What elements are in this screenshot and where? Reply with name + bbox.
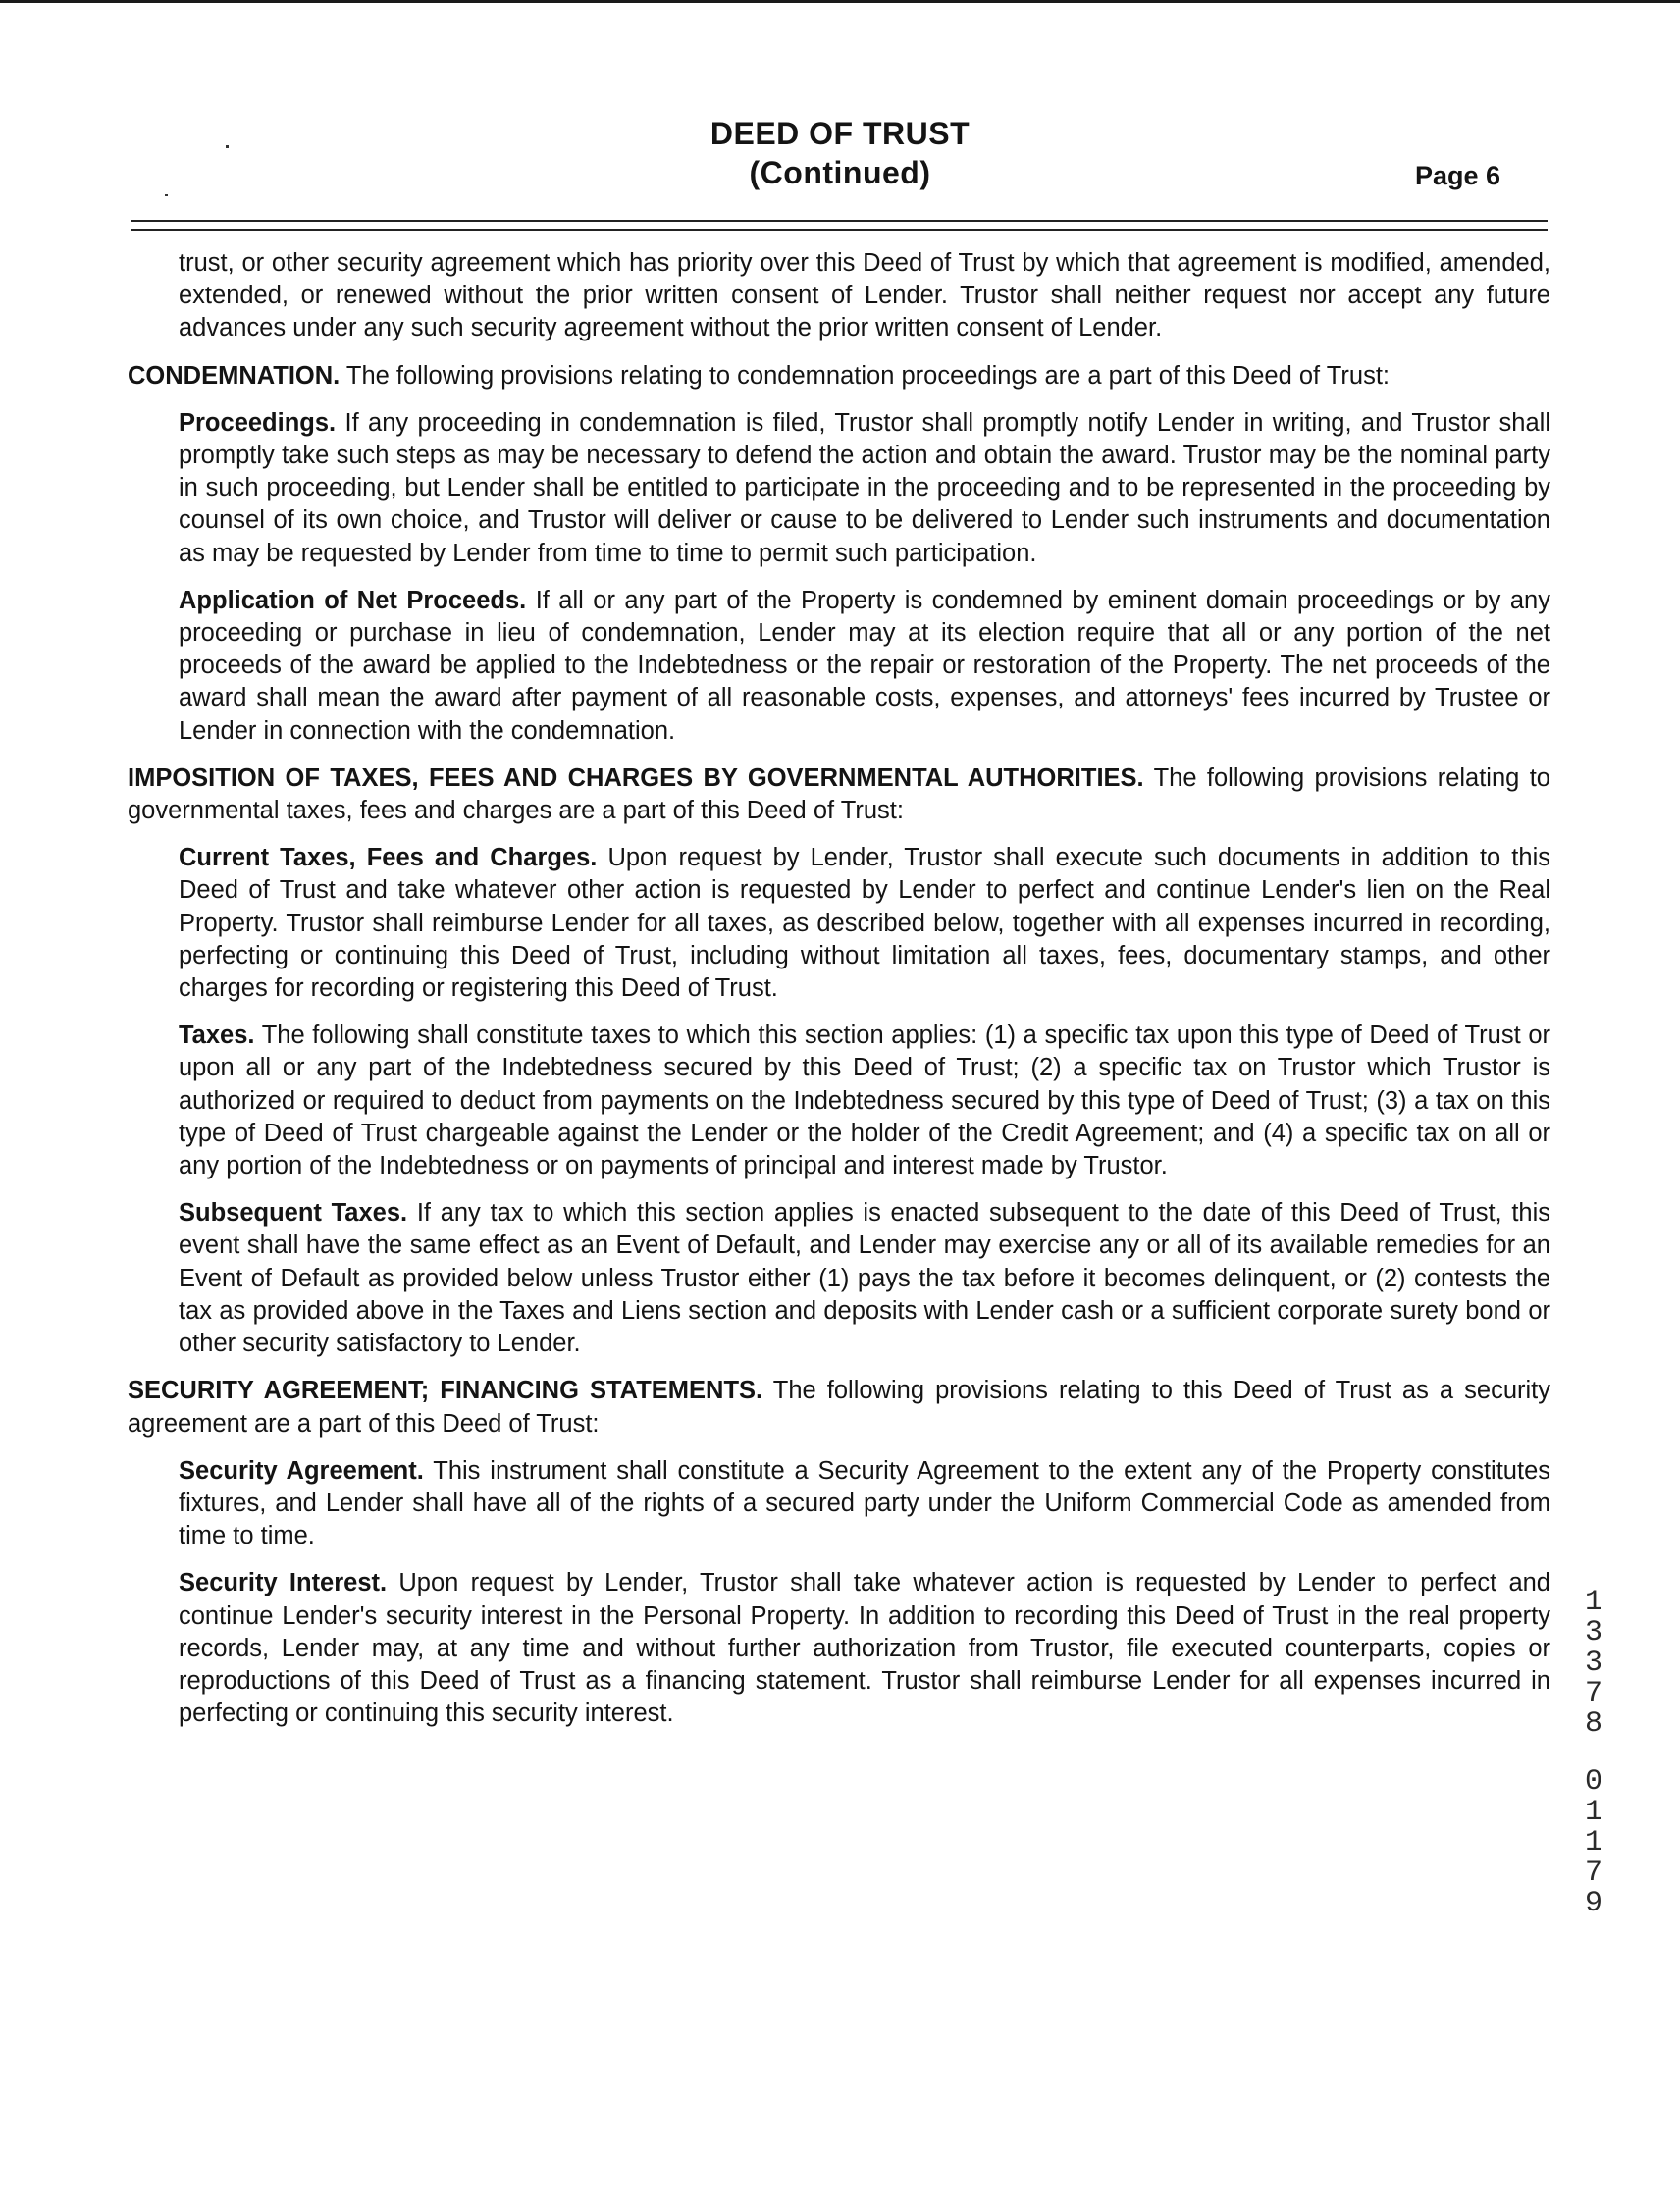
stamp-digit: 9 [1584, 1887, 1602, 1920]
recording-number-stamp [1578, 1588, 1609, 1919]
subsection-security-interest [128, 1567, 1550, 1730]
subsection-application-of-net-proceeds [128, 585, 1550, 748]
paragraph-text: If any tax to which this section applies is enacted subsequent to the date of this Deed of Trust, this event shall have the same effect as an Event of Default, and Lender may exercise any or all of its available remedies for an Event of Default as provided below unless Trustor either (1) pays the tax before it becomes delinquent, or (2) contests the tax as provided above in the Taxes and Liens section and deposits with Lender cash or a sufficient corporate surety bond or other security satisfactory to Lender. [179, 1199, 1551, 1358]
page-number: Page 6 [1415, 161, 1501, 190]
scan-top-border [0, 0, 1680, 3]
subsection-subsequent-taxes [128, 1197, 1550, 1360]
paragraph-continued [128, 247, 1550, 345]
subsection-heading: Current Taxes, Fees and Charges. [179, 844, 598, 872]
section-heading: SECURITY AGREEMENT; FINANCING STATEMENTS. [128, 1377, 763, 1405]
section-heading: IMPOSITION OF TAXES, FEES AND CHARGES BY GOVERNMENTAL AUTHORITIES. [128, 763, 1144, 792]
document-title: DEED OF TRUST [709, 116, 971, 151]
stamp-digit: 1 [1584, 1796, 1602, 1829]
subsection-security-agreement [128, 1455, 1550, 1553]
paragraph-text: Upon request by Lender, Trustor shall execute such documents in addition to this Deed of Trust and take whatever other action is requested by Lender to perfect and continue Lender's lien on the Real Property. Trustor shall reimburse Lender for all taxes, as described below, together with all expenses incurred in recording, perfecting or continuing this Deed of Trust, including without limitation all taxes, fees, documentary stamps, and other charges for recording or registering this Deed of Trust. [179, 844, 1550, 1003]
paragraph-text: This instrument shall constitute a Security Agreement to the extent any of the Property constitutes fixtures, and Lender shall have all of the rights of a secured party under the Uniform Commercial Code as amended from time to time. [179, 1456, 1551, 1550]
paragraph-text: The following shall constitute taxes to which this section applies: (1) a specific tax upon this type of Deed of Trust or upon all or any part of the Indebtedness secured by this Deed of Trust; (2) a specific tax on Trustor which Trustor is authorized or required to deduct from payments on the Indebtedness secured by this type of Deed of Trust; (3) a tax on this type of Deed of Trust chargeable against the Lender or the holder of the Credit Agreement; and (4) a specific tax on all or any portion of the Indebtedness or on payments of principal and interest made by Trustor. [179, 1021, 1550, 1180]
stamp-digit: 7 [1584, 1857, 1602, 1890]
paragraph-text: If all or any part of the Property is condemned by eminent domain proceedings or by any proceeding or purchase in lieu of condemnation, Lender may at its election require that all or any portion of the net proceeds of the award be applied to the Indebtedness or the repair or restoration of the Property. The net proceeds of the award shall mean the award after payment of all reasonable costs, expenses, and attorneys' fees incurred by Trustee or Lender in connection with the condemnation. [179, 586, 1550, 745]
stamp-gap [1578, 1740, 1609, 1767]
subsection-heading: Taxes. [179, 1021, 255, 1050]
stamp-digit: 8 [1584, 1707, 1602, 1741]
subsection-heading: Application of Net Proceeds. [179, 586, 527, 614]
paragraph-text: Upon request by Lender, Trustor shall take whatever action is requested by Lender to perfect and continue Lender's security interest in the Personal Property. In addition to recording this Deed of Trust in the real property records, Lender may, at any time and without further authorization from Trustor, file executed counterparts, copies or reproductions of this Deed of Trust as a financing statement. Trustor shall reimburse Lender for all expenses incurred in perfecting or continuing this security interest. [179, 1569, 1550, 1728]
stamp-digit: 3 [1584, 1616, 1602, 1649]
header-rule-bottom [131, 229, 1548, 231]
stamp-digit: 1 [1584, 1826, 1602, 1859]
subsection-current-taxes [128, 842, 1550, 1005]
section-imposition-of-taxes [128, 762, 1550, 827]
paragraph-text: trust, or other security agreement which has priority over this Deed of Trust by which that agreement is modified, amended, extended, or renewed without the prior written consent of Lender. Trustor shall neither request nor accept any future advances under any such security agreement without the prior written consent of Lender. [179, 249, 1550, 342]
subsection-proceedings [128, 407, 1550, 570]
subsection-taxes [128, 1020, 1550, 1182]
subsection-heading: Proceedings. [179, 408, 337, 437]
paragraph-text: The following provisions relating to governmental taxes, fees and charges are a part of this Deed of Trust: [128, 763, 1550, 825]
subsection-heading: Security Interest. [179, 1569, 388, 1597]
scan-speck [165, 194, 168, 196]
stamp-digit: 3 [1584, 1647, 1602, 1680]
paragraph-text: The following provisions relating to this Deed of Trust as a security agreement are a part of this Deed of Trust: [128, 1377, 1551, 1438]
stamp-digit: 0 [1584, 1765, 1602, 1799]
section-condemnation [128, 360, 1550, 392]
subsection-heading: Security Agreement. [179, 1456, 424, 1485]
stamp-digit: 7 [1584, 1677, 1602, 1710]
section-security-agreement [128, 1375, 1550, 1439]
paragraph-text: If any proceeding in condemnation is filed, Trustor shall promptly notify Lender in writing, and Trustor shall promptly take such steps as may be necessary to defend the action and obtain the award. Trustor may be the nominal party in such proceeding, but Lender shall be entitled to participate in the proceeding and to be represented in the proceeding by counsel of its own choice, and Trustor will deliver or cause to be delivered to Lender such instruments and documentation as may be requested by Lender from time to time to permit such participation. [179, 408, 1550, 567]
document-subtitle: (Continued) [749, 155, 931, 190]
section-heading: CONDEMNATION. [128, 361, 341, 390]
document-body [128, 247, 1550, 1745]
stamp-digit: 1 [1584, 1586, 1602, 1619]
subsection-heading: Subsequent Taxes. [179, 1199, 408, 1228]
header-rule-top [131, 220, 1548, 222]
paragraph-text: The following provisions relating to condemnation proceedings are a part of this Deed of Trust: [345, 361, 1390, 390]
